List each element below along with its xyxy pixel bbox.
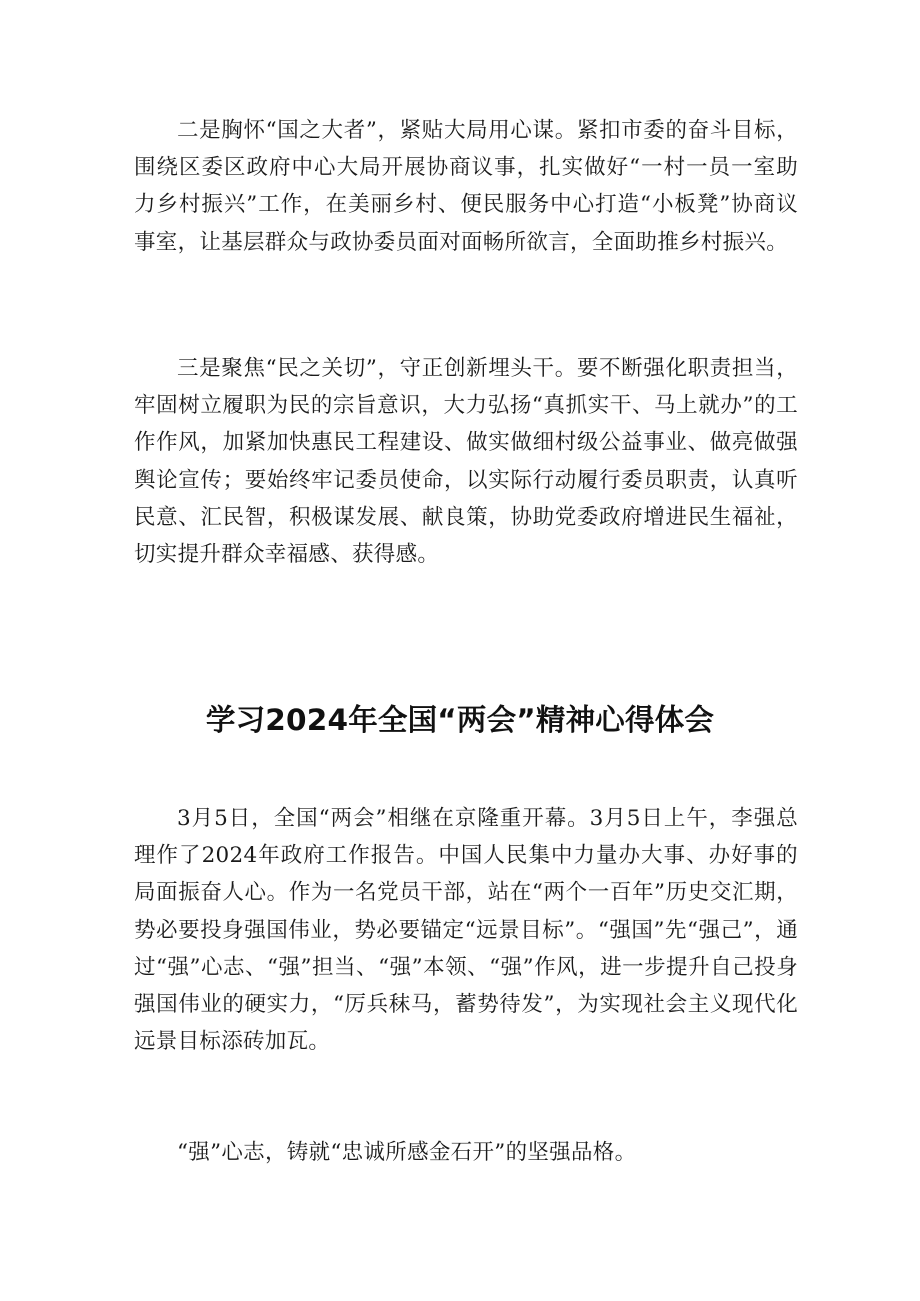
paragraph-block-4 <box>134 1134 798 1171</box>
paragraph-block-1 <box>134 112 798 261</box>
document-title: 学习2024年全国“两会”精神心得体会 <box>205 703 715 737</box>
paragraph-intro: 3月5日，全国“两会”相继在京隆重开幕。3月5日上午，李强总理作了2024年政府工作报告。中国人民集中力量办大事、办好事的局面振奋人心。作为一名党员干部，站在“两个一百年”历史交汇期，势必要投身强国伟业，势必要锚定“远景目标”。“强国”先“强己”，通过“强”心志、“强”担当、“强”本领、“强”作风，进一步提升自己投身强国伟业的硬实力，“厉兵秣马，蓄势待发”，为实现社会主义现代化远景目标添砖加瓦。 <box>134 806 798 1055</box>
paragraph-point-three: 三是聚焦“民之关切”，守正创新埋头干。要不断强化职责担当，牢固树立履职为民的宗旨意识，大力弘扬“真抓实干、马上就办”的工作作风，加紧加快惠民工程建设、做实做细村级公益事业、做亮做强舆论宣传；要始终牢记委员使命，以实际行动履行委员职责，认真听民意、汇民智，积极谋发展、献良策，协助党委政府增进民生福祉，切实提升群众幸福感、获得感。 <box>134 356 798 568</box>
paragraph-point-two: 二是胸怀“国之大者”，紧贴大局用心谋。紧扣市委的奋斗目标，围绕区委区政府中心大局开展协商议事，扎实做好“一村一员一室助力乡村振兴”工作，在美丽乡村、便民服务中心打造“小板凳”协商议事室，让基层群众与政协委员面对面畅所欲言，全面助推乡村振兴。 <box>134 118 798 255</box>
paragraph-block-2 <box>134 350 798 573</box>
paragraph-heading-strong-will: “强”心志，铸就“忠诚所感金石开”的坚强品格。 <box>177 1140 637 1165</box>
paragraph-block-3 <box>134 800 798 1060</box>
